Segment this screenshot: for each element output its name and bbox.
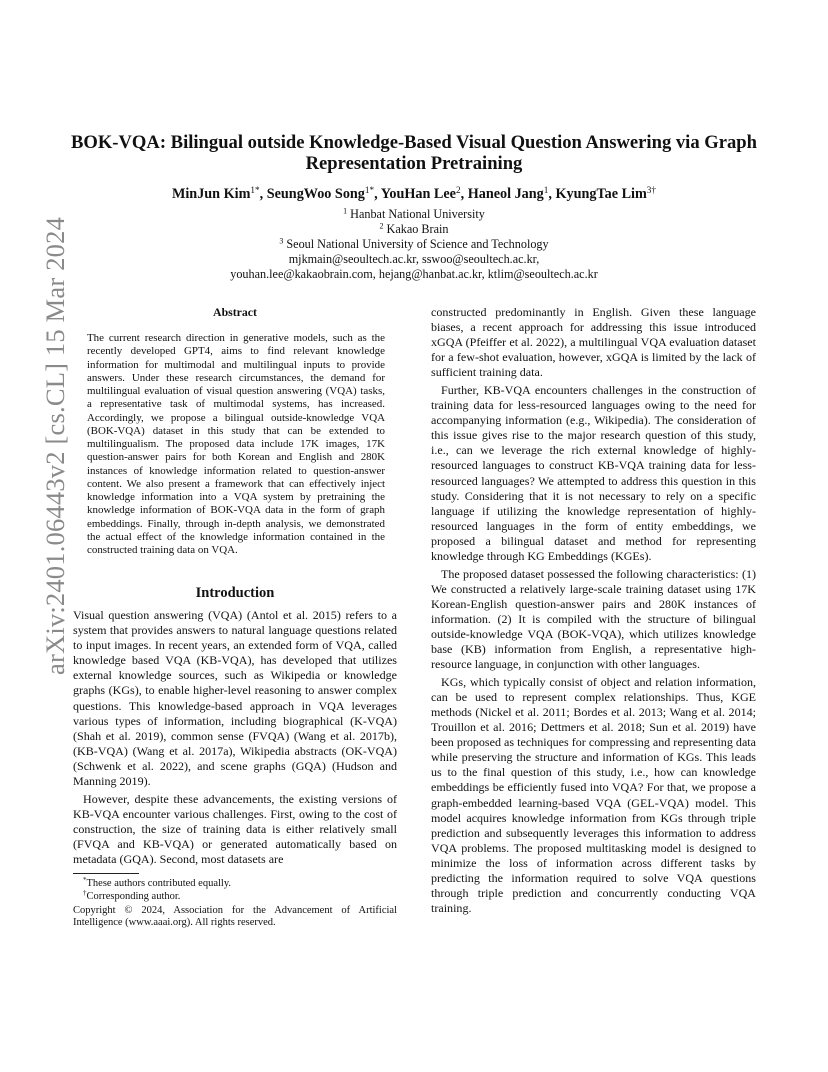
affiliation-mark: 2 [379,221,384,231]
body-paragraph: Visual question answering (VQA) (Antol et al. 2015) refers to a system that provides answers to natural language questions related to input images. In recent years, an extended form of VQA, called knowledge based VQA (KB-VQA), has developed that utilizes external knowledge sources, such as Wikipedia or knowledge graphs (KGs), to enable higher-level reasoning to answer complex questions. This knowledge-based approach in VQA leverages various types of information, including biographical (K-VQA) (Shah et al. 2019), common sense (FVQA) (Wang et al. 2017b), (KB-VQA) (Wang et al. 2017a), Wikipedia abstracts (OK-VQA) (Schwenk et al. 2022), and scene graphs (GQA) (Hudson and Manning 2019). [73,608,397,788]
arxiv-identifier-stamp: arXiv:2401.06443v2 [cs.CL] 15 Mar 2024 [40,216,70,675]
affiliation-text: Seoul National University of Science and Technology [286,237,549,251]
author-mark: 1* [364,184,375,195]
affiliation-text: Kakao Brain [386,222,449,236]
affiliation-mark: 1 [343,206,348,216]
author-name: YouHan Lee [380,186,456,202]
author-mark: 1 [543,184,549,195]
left-column [73,305,397,930]
author-mark: 3† [646,184,657,195]
body-paragraph: However, despite these advancements, the existing versions of KB-VQA encounter various challenges. First, owing to the cost of construction, the size of training data is either relatively small (FVQA and KB-VQA) or generated automatically based on metadata (GQA). Second, most datasets are [73,791,397,866]
footnote [73,891,397,904]
email-line: youhan.lee@kakaobrain.com, hejang@hanbat.ac.kr, ktlim@seoultech.ac.kr [230,267,598,281]
affiliation [70,237,758,252]
footnote-divider [73,873,139,874]
footnote [73,878,397,891]
affiliation [70,207,758,222]
introduction-heading: Introduction [195,585,275,602]
email-line: mjkmain@seoultech.ac.kr, sswoo@seoultech.ac.kr, [288,252,540,266]
body-paragraph: Further, KB-VQA encounters challenges in the construction of training data for less-resourced languages owing to the need for accompanying information (e.g., Wikipedia). The consideration of this issue gives rise to the major research question of this study, i.e., can we leverage the rich external knowledge of highly-resourced languages to construct KB-VQA training data for less-resourced languages? We attempted to address this question in this study. Considering that it is not necessary to rely on a specific language if utilizing the knowledge representation of highly-resourced languages in the form of entity embeddings, we proposed a bilingual dataset and method for representing knowledge through KG Embeddings (KGEs). [431,383,756,563]
author-name: SeungWoo Song [266,186,365,202]
affiliation-text: Hanbat National University [350,207,485,221]
affiliation-mark: 3 [279,236,284,246]
affiliation [70,222,758,237]
footnote-mark: * [83,876,87,885]
body-paragraph: KGs, which typically consist of object and relation information, can be used to represent complex relationships. Thus, KGE methods (Nickel et al. 2011; Bordes et al. 2013; Wang et al. 2014; Trouillon et al. 2016; Dettmers et al. 2018; Sun et al. 2019) have been proposed as techniques for compressing and representing data while preserving the structure and information of KGs. This leads us to the final question of this study, i.e., how can knowledge embeddings be efficiently fused into VQA? For that, we propose a graph-embedded learning-based VQA (GEL-VQA) model. This model acquires knowledge information from KGs through triple prediction and subsequently leverages this information to address VQA problems. The proposed multitasking model is designed to minimize the loss of information across different tasks by predicting the information required to solve VQA questions through triple prediction and concurrently conducting VQA training. [431,675,756,915]
abstract-text: The current research direction in generative models, such as the recently developed GPT4, aims to find relevant knowledge information for multimodal and multilingual inputs to provide answers. Under these research circumstances, the demand for multilingual evaluation of visual question answering (VQA) tasks, a representative task of multimodal systems, has increased. Accordingly, we propose a bilingual outside-knowledge VQA (BOK-VQA) dataset in this study that can be extended to multilingualism. The proposed data include 17K images, 17K question-answer pairs for both Korean and English and 280K instances of knowledge information related to question-answer content. We also present a framework that can effectively inject knowledge information into a VQA system by pretraining the knowledge information of BOK-VQA data in the form of graph embeddings. Finally, through in-depth analysis, we demonstrated the actual effect of the knowledge information contained in the constructed training data on VQA. [87,332,385,556]
footnote-text: These authors contributed equally. [86,878,232,890]
author-mark: 2 [455,184,461,195]
abstract-heading: Abstract [213,305,257,319]
right-column [431,305,756,916]
author-mark: 1* [250,184,260,195]
body-paragraph: The proposed dataset possessed the following characteristics: (1) We constructed a relatively large-scale training dataset using 17K Korean-English question-answer pairs and 280K instances of information. (2) It is compiled with the structure of bilingual outside-knowledge VQA (BOK-VQA), which utilizes knowledge base (KB) information from English, a representative high-resource language, in conjunction with other languages. [431,566,756,672]
author-name: KyungTae Lim [555,186,647,202]
body-paragraph: constructed predominantly in English. Given these language biases, a recent approach for addressing this issue introduced xGQA (Pfeiffer et al. 2022), a multilingual VQA evaluation dataset for a few-shot evaluation, however, xGQA is limited by the lack of sufficient training data. [431,305,756,380]
paper-title: BOK-VQA: Bilingual outside Knowledge-Based Visual Question Answering via Graph Representation Pretraining [70,132,757,174]
author-list: MinJun Kim$^{1*}$, SeungWoo Song$^{1*}$, YouHan Lee$^2$, Haneol Jang$^1$, KyungTae Lim$^{3\dagger}$ [171,184,657,202]
author-name: MinJun Kim [171,186,251,202]
footnote-text: Corresponding author. [86,890,181,902]
author-name: Haneol Jang [467,186,544,202]
copyright-notice: Copyright © 2024, Association for the Advancement of Artificial Intelligence (www.aaai.org). All rights reserved. [73,904,397,929]
footnote-mark: † [83,889,87,897]
